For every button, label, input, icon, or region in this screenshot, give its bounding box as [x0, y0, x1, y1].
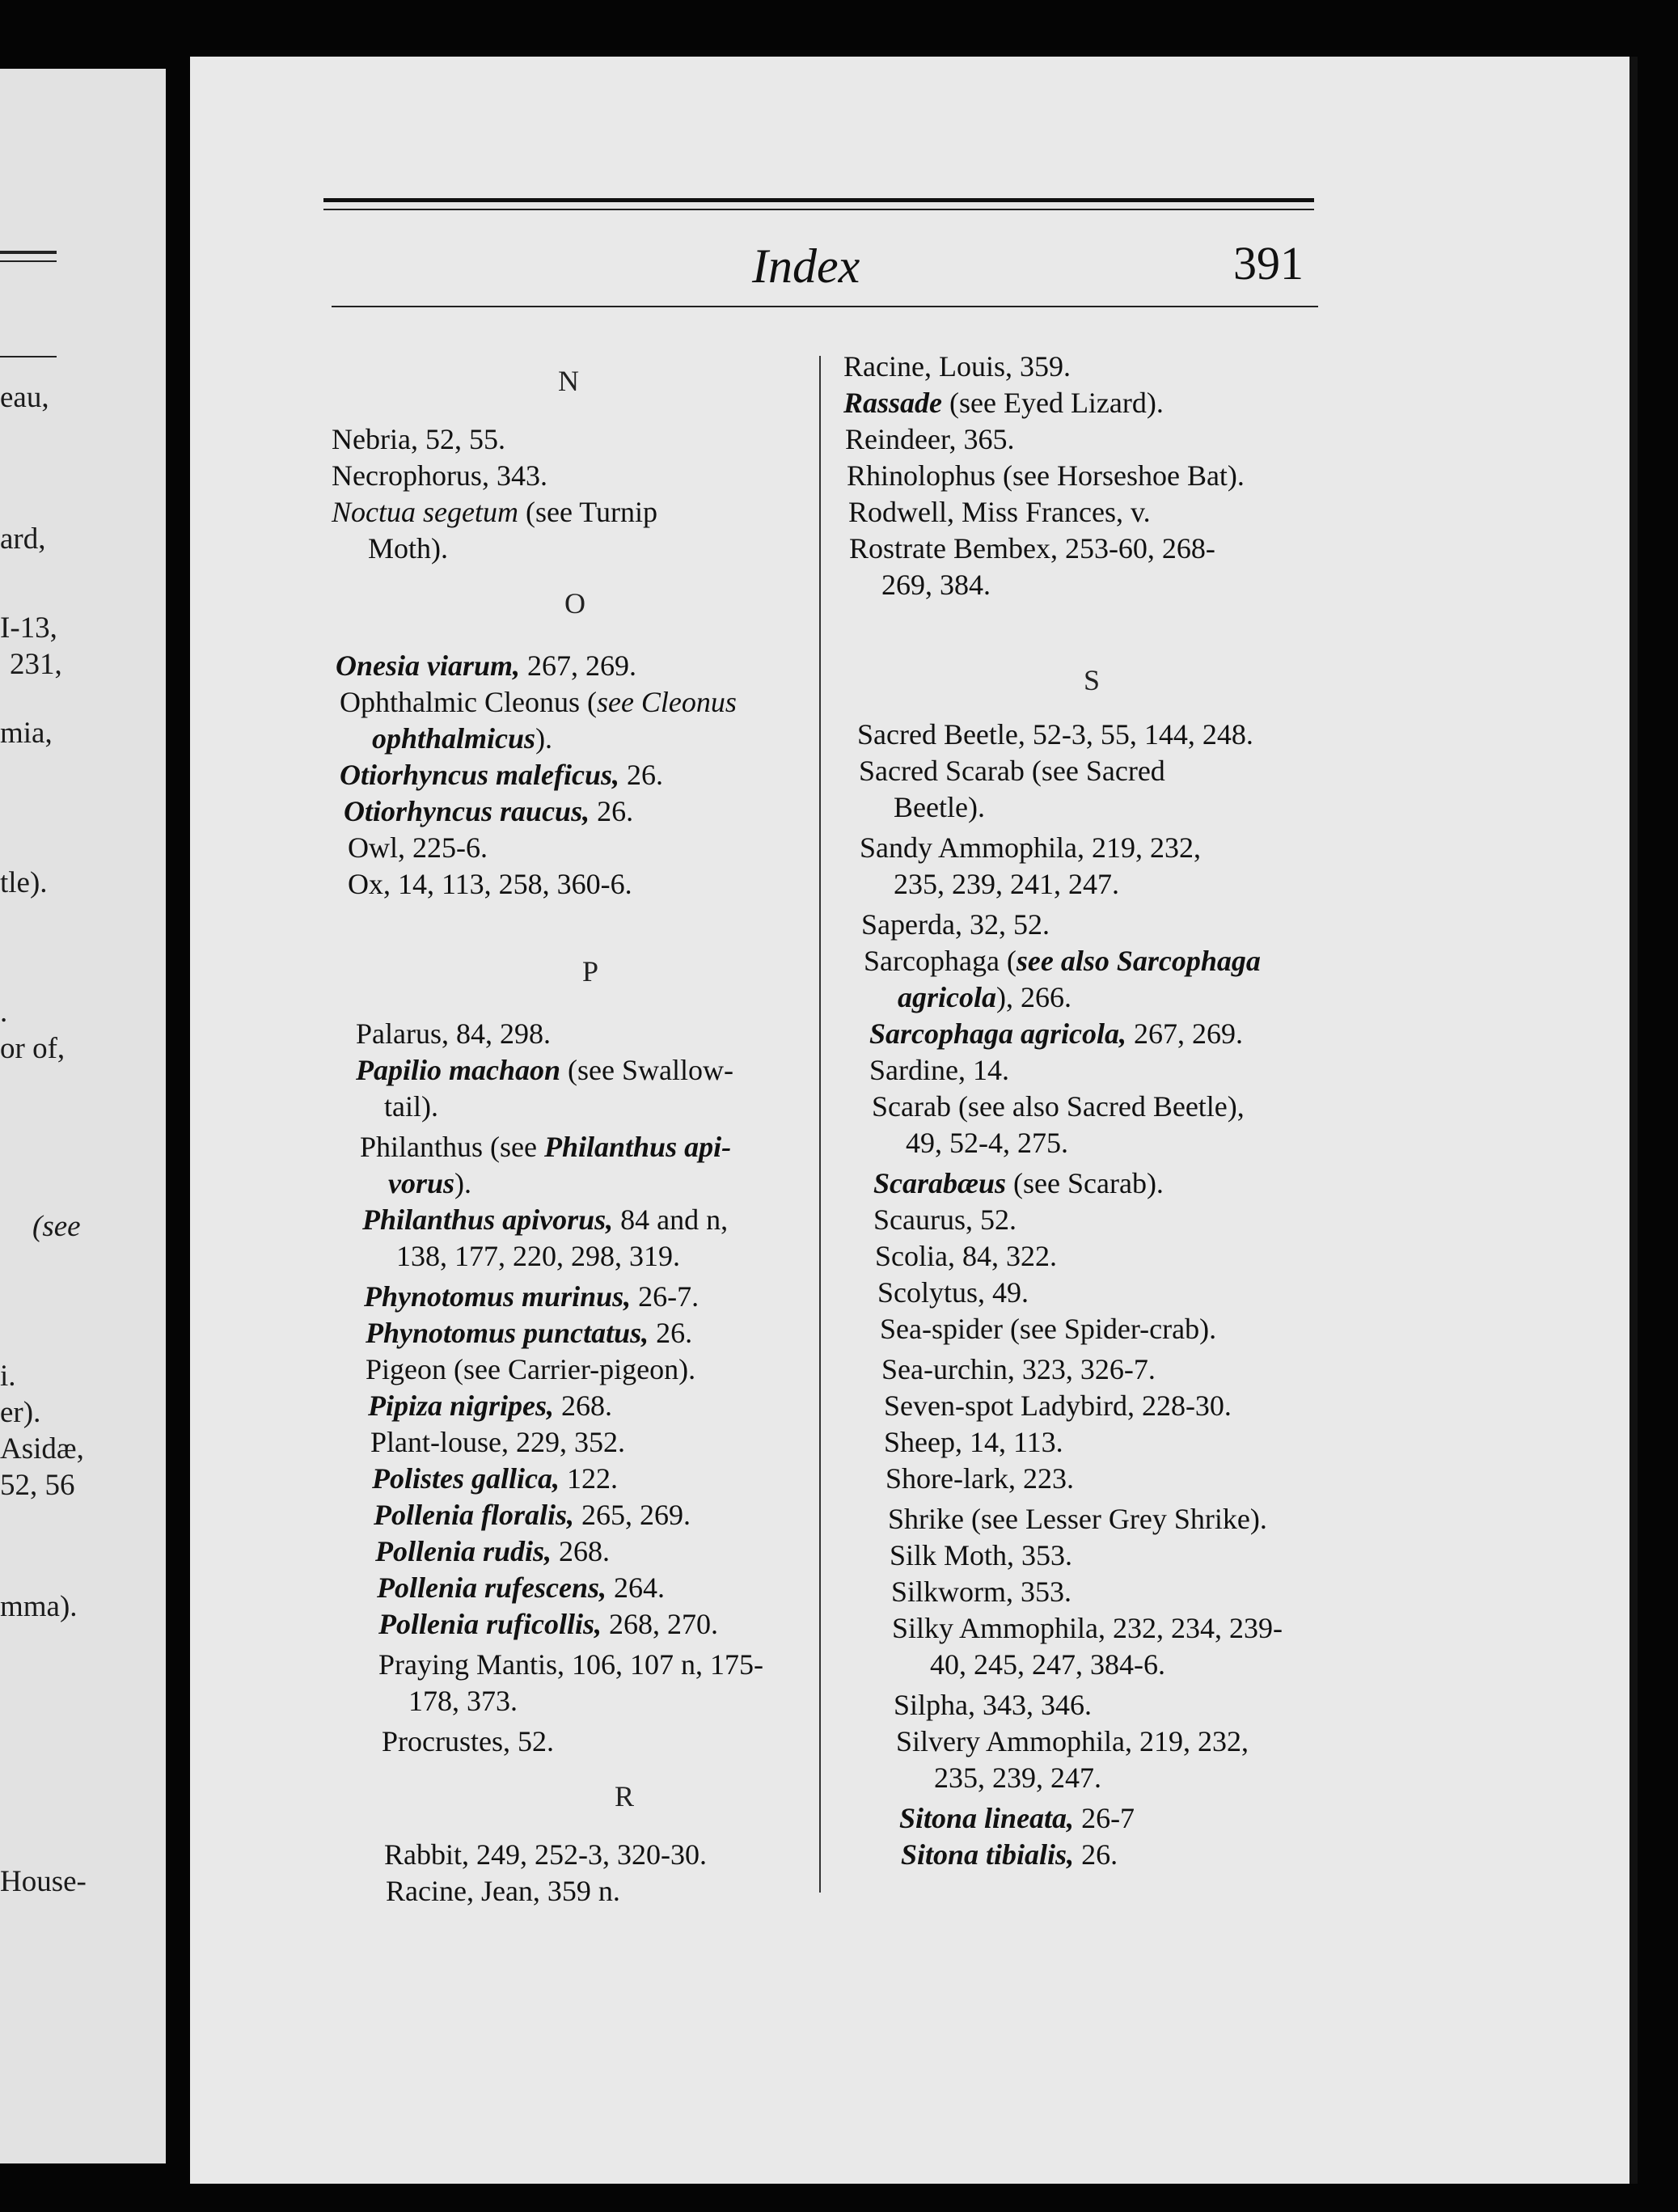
index-entry [382, 1723, 554, 1760]
index-entry [384, 1088, 438, 1125]
entry-text: Silk Moth, 353. [890, 1539, 1073, 1571]
index-entry [847, 457, 1245, 494]
index-entry [372, 1460, 618, 1497]
previous-page-rule-lower [0, 356, 57, 357]
entry-text: Sacred Beetle, 52-3, 55, 144, 248. [857, 718, 1253, 751]
previous-page-rule-thin [0, 260, 57, 262]
index-entry [845, 421, 1015, 458]
entry-text: 84 and n, [613, 1203, 729, 1236]
entry-text: Sandy Ammophila, 219, 232, [860, 831, 1201, 864]
entry-italic-text: agricola [898, 981, 996, 1013]
entry-text: tail). [384, 1090, 438, 1123]
entry-text: Sea-urchin, 323, 326-7. [881, 1353, 1156, 1385]
entry-text: 122. [559, 1462, 618, 1495]
index-entry [884, 1423, 1063, 1461]
left-fragment: er). [0, 1396, 41, 1429]
entry-text: Silvery Ammophila, 219, 232, [896, 1725, 1249, 1757]
left-fragment: mia, [0, 717, 53, 750]
index-entry [340, 683, 737, 721]
entry-italic-text: ophthalmicus [372, 722, 536, 755]
index-entry [340, 756, 663, 793]
entry-text: 26. [619, 759, 664, 791]
index-entry [875, 1237, 1057, 1275]
index-entry [370, 1423, 625, 1461]
entry-text: 268. [552, 1535, 611, 1567]
entry-text: Praying Mantis, 106, 107 n, 175- [378, 1648, 763, 1681]
entry-text: 267, 269. [1126, 1017, 1244, 1050]
index-entry [891, 1573, 1071, 1610]
entry-text: Reindeer, 365. [845, 423, 1015, 455]
entry-italic-text: Rassade [843, 387, 943, 419]
index-entry [378, 1605, 718, 1643]
left-fragment: I-13, [0, 611, 57, 645]
entry-text: Seven-spot Ladybird, 228-30. [884, 1389, 1232, 1422]
left-fragment: i. [0, 1360, 16, 1393]
index-entry [332, 493, 657, 531]
entry-text: Sarcophaga ( [864, 945, 1017, 977]
entry-text: 26-7. [631, 1280, 700, 1313]
entry-text: Shrike (see Lesser Grey Shrike). [888, 1503, 1267, 1535]
index-entry [857, 716, 1253, 753]
entry-text: ). [535, 722, 553, 755]
entry-text: 26. [649, 1317, 693, 1349]
entry-text: Philanthus (see [360, 1131, 544, 1163]
entry-italic-text: Phynotomus punctatus, [366, 1317, 649, 1349]
entry-text: 49, 52-4, 275. [906, 1127, 1068, 1159]
index-entry [396, 1237, 680, 1275]
section-letter: R [615, 1780, 635, 1812]
left-fragment: eau, [0, 381, 49, 414]
index-entry [898, 979, 1071, 1016]
entry-italic-text: Pollenia floralis, [374, 1499, 575, 1531]
entry-italic-text: Sitona lineata, [899, 1802, 1075, 1834]
entry-italic-text: Phynotomus murinus, [364, 1280, 632, 1313]
index-entry [348, 865, 632, 903]
entry-italic-text: Otiorhyncus raucus, [344, 795, 590, 827]
index-entry [896, 1723, 1249, 1760]
section-letter: P [582, 955, 599, 988]
index-entry [332, 457, 547, 494]
entry-text: Scolytus, 49. [877, 1276, 1029, 1309]
entry-italic-text: see Cleonus [596, 686, 737, 718]
entry-italic-text: Sitona tibialis, [901, 1838, 1075, 1871]
entry-text: Saperda, 32, 52. [861, 908, 1050, 941]
left-fragment: (see [32, 1210, 81, 1243]
entry-text: 26-7 [1074, 1802, 1135, 1834]
entry-text: Sacred Scarab (see Sacred [859, 755, 1165, 787]
entry-text: Silkworm, 353. [891, 1575, 1072, 1608]
index-entry [366, 1351, 695, 1388]
entry-text: (see Scarab). [1006, 1167, 1164, 1199]
index-entry [869, 1051, 1009, 1089]
entry-italic-text: Philanthus apivorus, [362, 1203, 614, 1236]
index-entry [332, 421, 505, 458]
left-fragment: tle). [0, 866, 48, 899]
entry-text: Rabbit, 249, 252-3, 320-30. [384, 1838, 707, 1871]
index-entry [892, 1609, 1283, 1647]
section-letter: N [558, 365, 579, 397]
entry-text: Pigeon (see Carrier-pigeon). [366, 1353, 696, 1385]
index-entry [872, 1088, 1245, 1125]
entry-text: Ox, 14, 113, 258, 360-6. [348, 868, 632, 900]
entry-text: ), 266. [996, 981, 1071, 1013]
entry-text: Sardine, 14. [869, 1054, 1009, 1086]
previous-page-edge [0, 69, 166, 2163]
entry-text: Beetle). [894, 791, 985, 823]
index-entry [366, 1314, 692, 1351]
left-fragment: 52, 56 [0, 1469, 75, 1502]
index-entry [873, 1201, 1017, 1238]
left-fragment: Asidæ, [0, 1432, 84, 1466]
index-entry [860, 829, 1201, 866]
index-entry [899, 1800, 1135, 1837]
entry-text: Rhinolophus (see Horseshoe Bat). [847, 459, 1245, 492]
index-entry [362, 1201, 728, 1238]
entry-italic-text: Philanthus api- [543, 1131, 732, 1163]
entry-text: Sea-spider (see Spider-crab). [880, 1313, 1217, 1345]
index-entry [885, 1460, 1074, 1497]
entry-italic-text: Polistes gallica, [372, 1462, 560, 1495]
section-letter: S [1084, 664, 1101, 696]
index-entry [384, 1836, 707, 1873]
index-entry [375, 1533, 610, 1570]
entry-text: Rodwell, Miss Frances, v. [848, 496, 1151, 528]
entry-text: Racine, Louis, 359. [843, 350, 1071, 383]
index-entry [374, 1496, 691, 1533]
entry-text: Necrophorus, 343. [332, 459, 547, 492]
entry-text: 26. [590, 795, 634, 827]
entry-text: 40, 245, 247, 384-6. [930, 1648, 1165, 1681]
entry-text: 235, 239, 241, 247. [894, 868, 1119, 900]
entry-text: Scolia, 84, 322. [875, 1240, 1057, 1272]
index-entry [888, 1500, 1267, 1537]
entry-text: 268, 270. [602, 1608, 719, 1640]
entry-text: Ophthalmic Cleonus ( [340, 686, 597, 718]
left-fragment: 231, [10, 648, 62, 681]
header-rule-thin [323, 209, 1314, 210]
index-entry [356, 1015, 551, 1052]
entry-text: Racine, Jean, 359 n. [386, 1875, 620, 1907]
index-entry [890, 1537, 1072, 1574]
entry-text: 178, 373. [408, 1685, 518, 1717]
index-entry [861, 906, 1050, 943]
index-entry [873, 1165, 1164, 1202]
index-entry [934, 1759, 1101, 1796]
index-entry [859, 752, 1165, 789]
page-number: 391 [1233, 237, 1304, 290]
page-title: Index [752, 239, 860, 293]
entry-text: Shore-lark, 223. [885, 1462, 1074, 1495]
index-entry [388, 1165, 471, 1202]
header-rule-bottom [332, 306, 1318, 307]
index-entry [368, 1387, 612, 1424]
index-entry [881, 566, 991, 603]
left-fragment: ard, [0, 522, 46, 556]
entry-italic-text: Noctua segetum [332, 496, 518, 528]
index-entry [848, 493, 1151, 531]
entry-italic-text: vorus [388, 1167, 455, 1199]
entry-text: 264. [607, 1571, 665, 1604]
index-entry [372, 720, 552, 757]
index-entry [906, 1124, 1068, 1161]
left-fragment: mma). [0, 1590, 78, 1623]
entry-text: Plant-louse, 229, 352. [370, 1426, 625, 1458]
index-entry [344, 793, 633, 830]
entry-text: Silky Ammophila, 232, 234, 239- [892, 1612, 1283, 1644]
index-entry [881, 1351, 1156, 1388]
index-entry [930, 1646, 1165, 1683]
index-entry [356, 1051, 733, 1089]
entry-text: 138, 177, 220, 298, 319. [396, 1240, 680, 1272]
entry-text: ). [454, 1167, 472, 1199]
entry-text: Sheep, 14, 113. [884, 1426, 1063, 1458]
entry-text: Rostrate Bembex, 253-60, 268- [849, 532, 1215, 565]
index-entry [901, 1836, 1118, 1873]
index-entry [843, 348, 1071, 385]
entry-italic-text: Pollenia rufescens, [377, 1571, 607, 1604]
column-divider [819, 356, 821, 1893]
entry-text: 268. [554, 1389, 613, 1422]
index-entry [377, 1569, 665, 1606]
entry-italic-text: Otiorhyncus maleficus, [340, 759, 620, 791]
index-entry [360, 1128, 731, 1165]
entry-text: (see Turnip [518, 496, 657, 528]
index-entry [386, 1872, 620, 1910]
entry-italic-text: Sarcophaga agricola, [869, 1017, 1127, 1050]
entry-text: Moth). [368, 532, 448, 565]
index-entry [877, 1274, 1029, 1311]
entry-italic-text: Pipiza nigripes, [368, 1389, 555, 1422]
entry-text: Owl, 225-6. [348, 831, 488, 864]
entry-text: Scarab (see also Sacred Beetle), [872, 1090, 1245, 1123]
left-fragment: . [0, 996, 8, 1029]
index-entry [364, 1278, 699, 1315]
entry-text: Nebria, 52, 55. [332, 423, 505, 455]
section-letter: O [564, 587, 585, 620]
entry-text: Silpha, 343, 346. [894, 1689, 1093, 1721]
index-entry [894, 1686, 1092, 1723]
index-entry [880, 1310, 1216, 1347]
entry-italic-text: Pollenia ruficollis, [378, 1608, 602, 1640]
entry-text: (see Eyed Lizard). [942, 387, 1164, 419]
entry-text: Scaurus, 52. [873, 1203, 1017, 1236]
index-entry [843, 384, 1164, 421]
entry-text: 26. [1074, 1838, 1118, 1871]
index-entry [894, 789, 985, 826]
index-entry [368, 530, 448, 567]
previous-page-rule [0, 251, 57, 254]
entry-text: Palarus, 84, 298. [356, 1017, 551, 1050]
entry-text: 265, 269. [574, 1499, 691, 1531]
index-entry [348, 829, 488, 866]
entry-text: 269, 384. [881, 569, 991, 601]
index-entry [849, 530, 1215, 567]
index-entry [408, 1682, 518, 1719]
entry-text: (see Swallow- [560, 1054, 733, 1086]
entry-text: 235, 239, 247. [934, 1762, 1101, 1794]
entry-italic-text: Scarabæus [873, 1167, 1007, 1199]
entry-text: 267, 269. [520, 649, 637, 682]
index-entry [884, 1387, 1232, 1424]
header-rule-top [323, 198, 1314, 202]
entry-italic-text: Onesia viarum, [336, 649, 521, 682]
entry-italic-text: Pollenia rudis, [375, 1535, 552, 1567]
entry-italic-text: see also Sarcophaga [1016, 945, 1261, 977]
index-entry [894, 865, 1119, 903]
entry-text: Procrustes, 52. [382, 1725, 554, 1757]
index-entry [336, 647, 636, 684]
left-fragment: House- [0, 1865, 87, 1898]
index-entry [378, 1646, 763, 1683]
entry-italic-text: Papilio machaon [356, 1054, 561, 1086]
index-entry [864, 942, 1261, 979]
index-entry [869, 1015, 1243, 1052]
left-fragment: or of, [0, 1032, 66, 1065]
